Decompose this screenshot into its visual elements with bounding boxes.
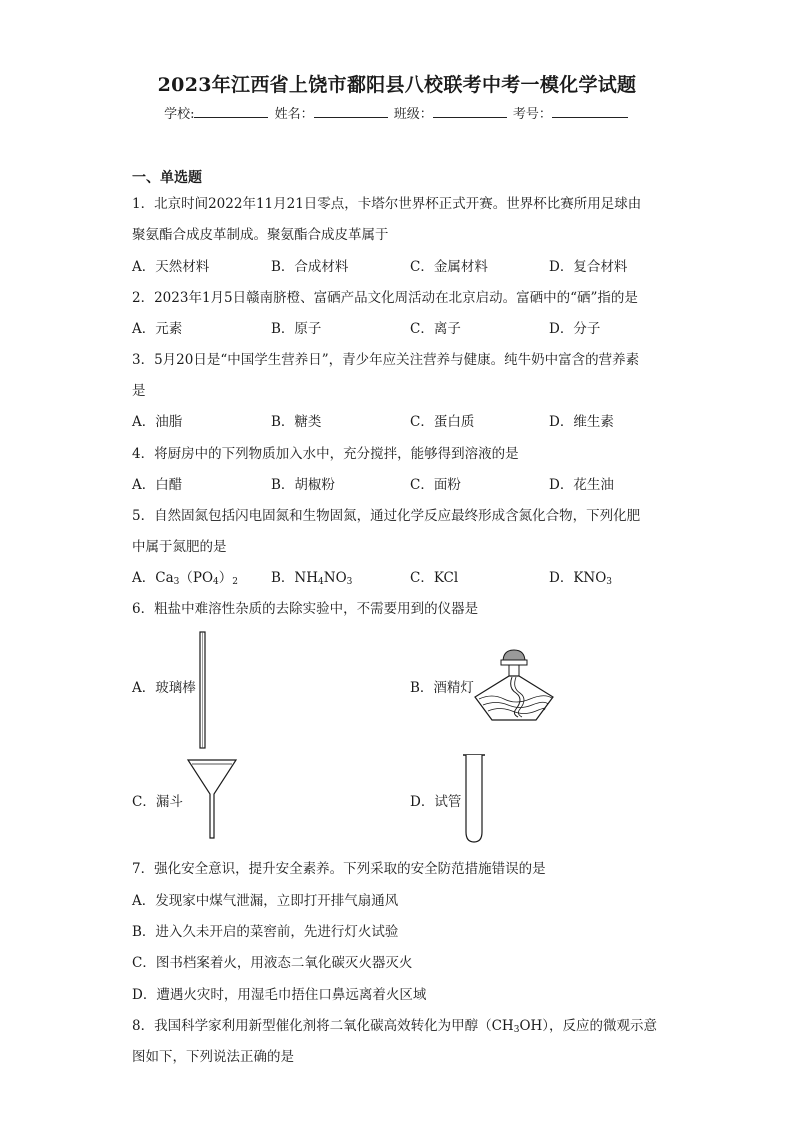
q5-a-subscript: 2 [232,577,238,587]
q5-option-c[interactable]: C．KCl [410,570,459,586]
q1-option-c[interactable]: C．金属材料 [410,259,488,275]
question-8-line-2: 图如下，下列说法正确的是 [132,1049,294,1065]
q5-b-formula-part: B．NH [271,570,319,586]
q1-option-d[interactable]: D．复合材料 [549,259,628,275]
alcohol-lamp-icon [472,643,558,723]
q3-option-b[interactable]: B．糖类 [271,414,322,430]
q6-option-a[interactable]: A．玻璃棒 [132,680,196,696]
q5-a-formula-part: A．Ca [132,570,174,586]
class-label: 班级： [393,107,433,122]
question-2-line-1: 2．2023年1月5日赣南脐橙、富硒产品文化周活动在北京启动。富硒中的“硒”指的是 [132,290,638,306]
q6-option-d[interactable]: D．试管 [410,794,462,810]
q7-option-b[interactable]: B．进入久未开启的菜窖前，先进行灯火试验 [132,924,399,940]
q5-b-subscript: 3 [346,577,353,587]
name-field[interactable] [314,103,388,118]
question-1-line-2: 聚氨酯合成皮革制成。聚氨酯合成皮革属于 [132,227,389,243]
q5-d-subscript: 3 [606,577,613,587]
q8-text-part: 8．我国科学家利用新型催化剂将二氧化碳高效转化为甲醇（CH [132,1018,514,1034]
glass-rod-icon [196,630,210,750]
exam-number-field[interactable] [552,103,628,118]
q1-option-b[interactable]: B．合成材料 [271,259,349,275]
q6-option-c[interactable]: C．漏斗 [132,794,183,810]
q2-option-d[interactable]: D．分子 [549,321,601,337]
q4-option-c[interactable]: C．面粉 [410,477,461,493]
test-tube-icon [461,752,487,844]
question-8-line-1 [132,1014,657,1034]
q5-b-subscript: 4 [318,577,324,587]
question-1-line-1: 1．北京时间2022年11月21日零点，卡塔尔世界杯正式开赛。世界杯比赛所用足球由 [132,196,642,212]
q5-option-d[interactable] [549,566,612,586]
q8-text-part: OH），反应的微观示意 [519,1018,658,1034]
q5-b-formula-part: NO [323,570,347,586]
q5-option-a[interactable] [132,566,238,586]
question-5-line-1: 5．自然固氮包括闪电固氮和生物固氮，通过化学反应最终形成含氮化合物，下列化肥 [132,508,641,524]
q8-subscript: 3 [513,1025,520,1035]
q1-option-a[interactable]: A．天然材料 [132,259,210,275]
question-3-line-2: 是 [132,383,146,399]
q5-a-formula-part: ） [218,570,233,586]
school-field[interactable] [194,103,268,118]
student-info-line [0,103,794,122]
question-4-line-1: 4．将厨房中的下列物质加入水中，充分搅拌，能够得到溶液的是 [132,446,519,462]
q2-option-a[interactable]: A．元素 [132,321,183,337]
name-label: 姓名： [274,107,314,122]
q3-option-a[interactable]: A．油脂 [132,414,183,430]
q4-option-b[interactable]: B．胡椒粉 [271,477,335,493]
q7-option-d[interactable]: D．遭遇火灾时，用湿毛巾捂住口鼻远离着火区域 [132,987,427,1003]
class-field[interactable] [433,103,507,118]
section-title: 一、单选题 [132,170,202,186]
q4-option-a[interactable]: A．白醋 [132,477,183,493]
exam-number-label: 考号： [512,107,552,122]
q4-option-d[interactable]: D．花生油 [549,477,614,493]
q7-option-c[interactable]: C．图书档案着火，用液态二氧化碳灭火器灭火 [132,955,413,971]
q3-option-d[interactable]: D．维生素 [549,414,614,430]
school-label: 学校: [164,107,195,122]
question-3-line-1: 3．5月20日是“中国学生营养日”，青少年应关注营养与健康。纯牛奶中富含的营养素 [132,352,640,368]
funnel-icon [186,758,238,840]
page-title: 2023年江西省上饶市鄱阳县八校联考中考一模化学试题 [157,74,637,96]
q7-option-a[interactable]: A．发现家中煤气泄漏，立即打开排气扇通风 [132,893,399,909]
q5-a-formula-part: （PO [179,570,214,586]
q2-option-b[interactable]: B．原子 [271,321,322,337]
q3-option-c[interactable]: C．蛋白质 [410,414,475,430]
q5-d-formula-part: D．KNO [549,570,607,586]
question-5-line-2: 中属于氮肥的是 [132,539,227,555]
q2-option-c[interactable]: C．离子 [410,321,461,337]
question-6-line-1: 6．粗盐中难溶性杂质的去除实验中，不需要用到的仪器是 [132,601,479,617]
q5-option-b[interactable] [271,566,352,586]
q5-a-subscript: 4 [213,577,219,587]
q6-option-b[interactable]: B．酒精灯 [410,680,474,696]
q5-a-subscript: 3 [173,577,180,587]
question-7-line-1: 7．强化安全意识，提升安全素养。下列采取的安全防范措施错误的是 [132,861,546,877]
